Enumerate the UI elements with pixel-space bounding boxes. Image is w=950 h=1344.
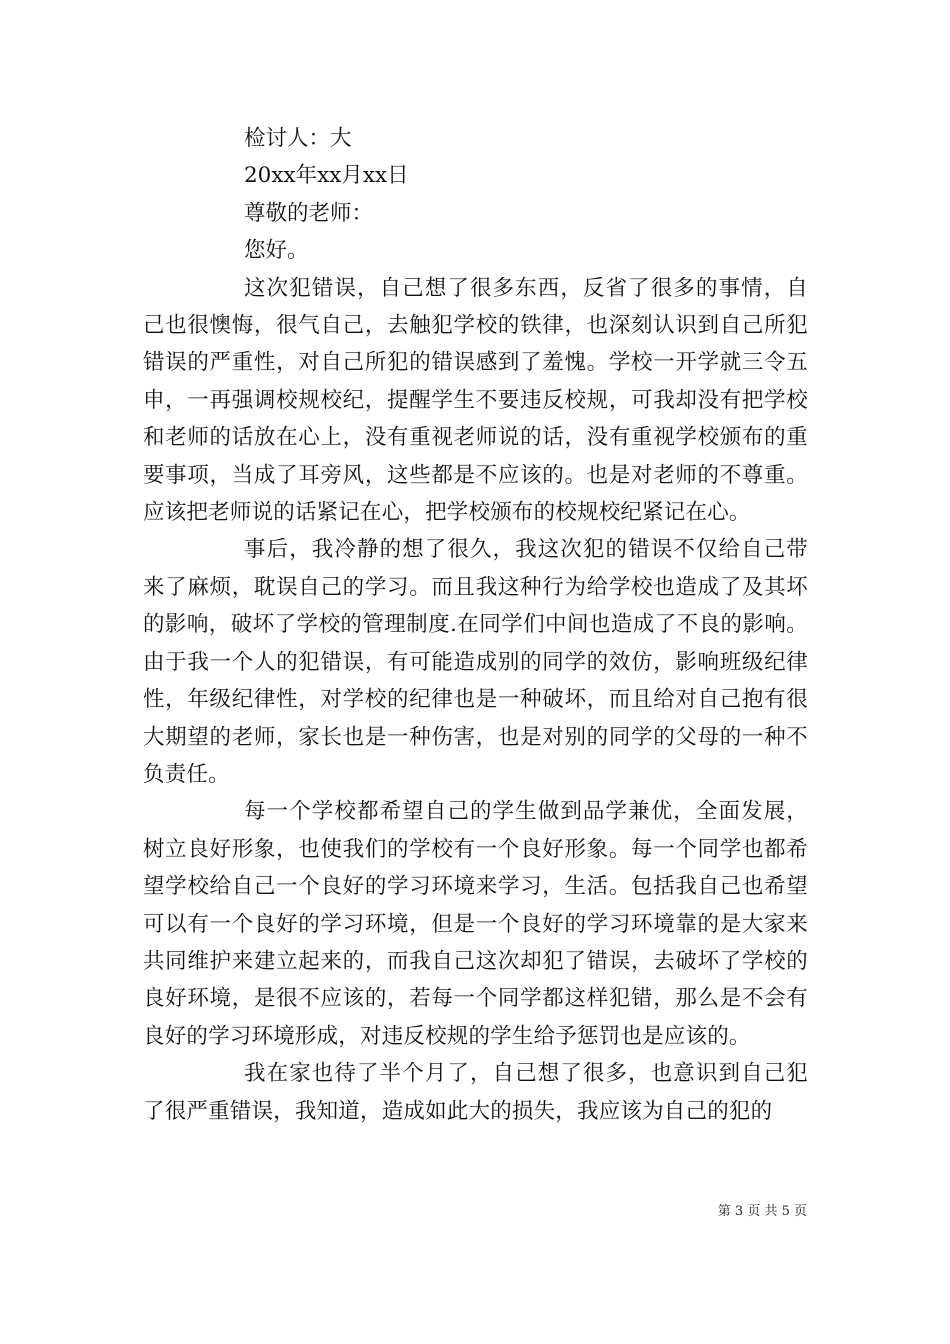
author-line: 检讨人：大 <box>244 126 352 151</box>
document-body <box>143 120 808 1130</box>
paragraph-1: 这次犯错误，自己想了很多东西，反省了很多的事情，自己也很懊悔，很气自己，去触犯学校的铁律，也深刻认识到自己所犯错误的严重性，对自己所犯的错误感到了羞愧。学校一开学就三令五申，一再强调校规校纪，提醒学生不要违反校规，可我却没有把学校和老师的话放在心上，没有重视老师说的话，没有重视学校颁布的重要事项，当成了耳旁风，这些都是不应该的。也是对老师的不尊重。应该把老师说的话紧记在心，把学校颁布的校规校纪紧记在心。 <box>143 275 808 526</box>
paragraph-4: 我在家也待了半个月了，自己想了很多，也意识到自己犯了很严重错误，我知道，造成如此大的损失，我应该为自己的犯的 <box>143 1061 808 1124</box>
paragraph-2: 事后，我冷静的想了很久，我这次犯的错误不仅给自己带来了麻烦，耽误自己的学习。而且我这种行为给学校也造成了及其坏的影响，破坏了学校的管理制度.在同学们中间也造成了不良的影响。由于我一个人的犯错误，有可能造成别的同学的效仿，影响班级纪律性，年级纪律性，对学校的纪律也是一种破坏，而且给对自己抱有很大期望的老师，家长也是一种伤害，也是对别的同学的父母的一种不负责任。 <box>143 537 808 787</box>
paragraph-3: 每一个学校都希望自己的学生做到品学兼优，全面发展，树立良好形象，也使我们的学校有一个良好形象。每一个同学也都希望学校给自己一个良好的学习环境来学习，生活。包括我自己也希望可以有一个良好的学习环境，但是一个良好的学习环境靠的是大家来共同维护来建立起来的，而我自己这次却犯了错误，去破坏了学校的良好环境，是很不应该的，若每一个同学都这样犯错，那么是不会有良好的学习环境形成，对违反校规的学生给予惩罚也是应该的。 <box>143 799 808 1049</box>
date-line: 20xx年xx月xx日 <box>244 163 409 189</box>
greeting: 您好。 <box>244 238 309 264</box>
salutation: 尊敬的老师： <box>244 200 374 226</box>
page-number-footer: 第 3 页 共 5 页 <box>717 1204 807 1219</box>
